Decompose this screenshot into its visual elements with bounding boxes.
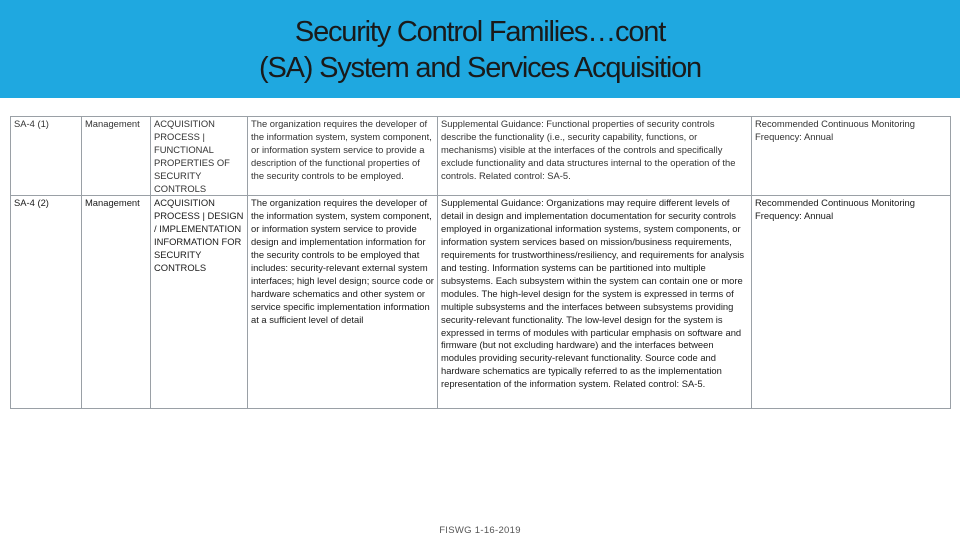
control-id-cell: SA-4 (1) <box>11 117 82 196</box>
monitoring-cell: Recommended Continuous Monitoring Frequency: Annual <box>752 196 951 409</box>
guidance-cell: Supplemental Guidance: Organizations may require different levels of detail in design and implementation documentation for security controls employed in organizational information systems, system components, or information system services based on mission/business requirements, requirements for trustworthiness/resiliency, and requirements for analysis and testing. Information systems can be partitioned into multiple subsystems. Each subsystem within the system can contain one or more modules. The high-level design for the system is expressed in terms of multiple subsystems and the interfaces between subsystems providing security-relevant functionality. The low-level design for the system is expressed in terms of modules with particular emphasis on software and firmware (but not excluding hardware) and the interfaces between modules providing security-relevant functionality. Source code and hardware schematics are typically referred to as the implementation representation of the information system. Related control: SA-5. <box>438 196 752 409</box>
monitoring-cell: Recommended Continuous Monitoring Frequency: Annual <box>752 117 951 196</box>
slide-title-line2: (SA) System and Services Acquisition <box>259 52 701 84</box>
footer-date: FISWG 1-16-2019 <box>439 525 521 536</box>
control-name-cell: ACQUISITION PROCESS | DESIGN / IMPLEMENTATION INFORMATION FOR SECURITY CONTROLS <box>151 196 248 409</box>
control-table <box>10 116 951 409</box>
control-id-cell: SA-4 (2) <box>11 196 82 409</box>
guidance-cell: Supplemental Guidance: Functional properties of security controls describe the functionality (i.e., security capability, functions, or mechanisms) visible at the interfaces of the controls and specifically exclude functionality and data structures internal to the operation of the controls. Related control: SA-5. <box>438 117 752 196</box>
control-class-cell: Management <box>82 117 151 196</box>
control-text-cell: The organization requires the developer of the information system, system component, or information system service to provide a description of the functional properties of the security controls to be employed. <box>248 117 438 196</box>
slide-title-line1: Security Control Families…cont <box>294 16 666 48</box>
control-class-cell: Management <box>82 196 151 409</box>
control-text-cell: The organization requires the developer of the information system, system component, or information system service to provide design and implementation information for the security controls to be employed that includes: security-relevant external system interfaces; high level design; source code or hardware schematics and other system or service specific implementation information at a sufficient level of detail <box>248 196 438 409</box>
table-row <box>11 196 951 409</box>
table-row <box>11 117 951 196</box>
title-banner <box>0 0 960 98</box>
control-name-cell: ACQUISITION PROCESS | FUNCTIONAL PROPERTIES OF SECURITY CONTROLS <box>151 117 248 196</box>
